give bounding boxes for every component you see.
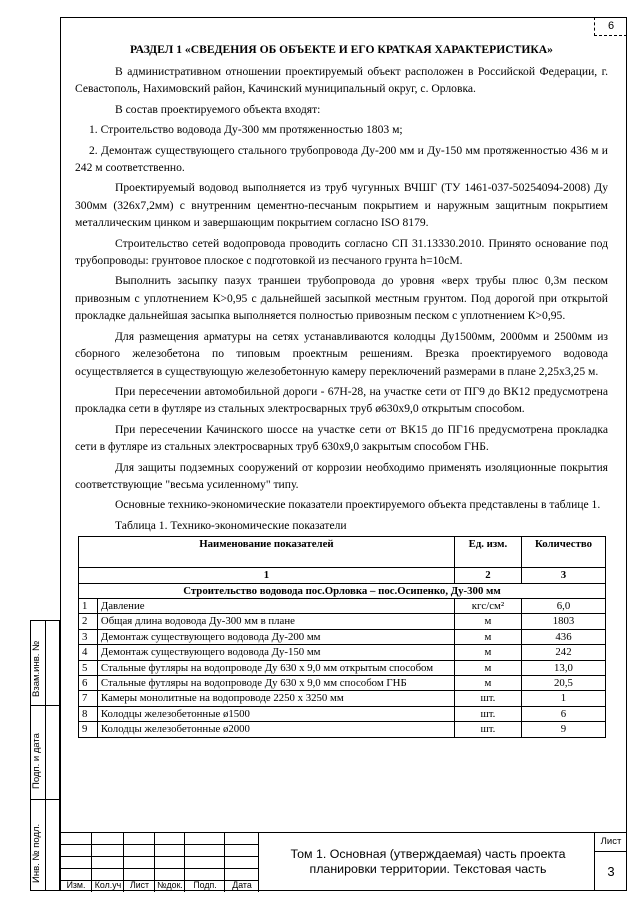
row-qty: 20,5 [521,676,605,691]
document-body [75,40,608,738]
table-row [79,706,606,721]
row-unit: м [454,660,521,675]
sheet-label: Лист [595,833,627,852]
table-caption: Таблица 1. Технико-экономические показатели [115,518,347,532]
row-num: 9 [79,722,98,737]
paragraph: В состав проектируемого объекта входят: [115,102,321,116]
table-row [79,629,606,644]
row-unit: м [454,614,521,629]
row-num: 2 [79,614,98,629]
table-group-row [79,583,606,598]
indicators-table [78,536,606,737]
header-num: 1 [79,568,455,583]
table-header-num-row [79,568,606,583]
label-kolich: Кол.уч [94,880,122,890]
row-num: 3 [79,629,98,644]
row-name: Камеры монолитные на водопроводе 2250 х 3250 мм [97,691,454,706]
page-number: 6 [594,17,627,36]
label-izm: Изм. [66,880,86,890]
header-num: 2 [454,568,521,583]
row-num: 5 [79,660,98,675]
list-item: 2. Демонтаж существующего стального трубопровода Ду-200 мм и Ду-150 мм протяженностью 436 м и 242 м соответственно. [75,143,608,175]
row-unit: м [454,676,521,691]
row-num: 1 [79,598,98,613]
row-unit: м [454,645,521,660]
row-qty: 1 [521,691,605,706]
stamp-podp-label: Подп. и дата [31,733,42,789]
paragraph: Для защиты подземных сооружений от коррозии необходимо применять изоляционные покрытия соответствующие "весьма усиленному" типу. [75,460,608,491]
stamp-inv-label: Инв. № подл. [31,823,42,883]
row-qty: 242 [521,645,605,660]
label-podp: Подп. [193,880,217,890]
row-unit: м [454,629,521,644]
row-num: 8 [79,706,98,721]
paragraph: Строительство сетей водопровода проводить согласно СП 31.13330.2010. Принято основание под трубопроводы: грунтовое плоское с подготовкой из песчаного грунта h=10cM. [75,236,608,268]
row-unit: шт. [454,691,521,706]
paragraph: Основные технико-экономические показатели проектируемого объекта представлены в таблице 1. [115,498,601,512]
paragraph: При пересечении Качинского шоссе на участке сети от ВК15 до ПГ16 предусмотрена прокладка сети в футляре из стальных электросварных труб 630х9,0 закрытым способом ГНБ. [75,422,608,454]
row-num: 7 [79,691,98,706]
label-list: Лист [129,880,150,890]
paragraph: В административном отношении проектируемый объект расположен в Российской Федерации, г. Севастополь, Нахимовский район, Качинский муниципальный округ, с. Орловка. [75,65,608,96]
paragraph: Для размещения арматуры на сетях устанавливаются колодцы Ду1500мм, 2000мм и 2500мм из сборного железобетона по типовым проектным решениям. Врезка проектируемого водовода осуществляется в существующую железобетонную камеру переключений размерами в плане 2,25х3,25 м. [75,329,608,378]
row-name: Стальные футляры на водопроводе Ду 630 х 9,0 мм открытым способом [97,660,454,675]
row-num: 4 [79,645,98,660]
paragraph: Выполнить засыпку пазух траншеи трубопровода до уровня «верх трубы плюс 0,3м песком привозным с уплотнением К>0,95 с дальнейшей засыпкой местным грунтом. Под дорогой при открытой прокладке дальнейшая засыпка выполняется полностью привозным песком с уплотнением К>0,95. [75,274,608,323]
row-name: Давление [97,598,454,613]
label-data: Дата [232,880,252,890]
row-qty: 6 [521,706,605,721]
row-qty: 13,0 [521,660,605,675]
label-ndok: №док. [157,880,183,890]
document-title: Том 1. Основная (утверждаемая) часть проекта планировки территории. Текстовая часть [290,847,566,876]
section-title: РАЗДЕЛ 1 «СВЕДЕНИЯ ОБ ОБЪЕКТЕ И ЕГО КРАТКАЯ ХАРАКТЕРИСТИКА» [130,43,553,56]
row-unit: шт. [454,706,521,721]
paragraph: Проектируемый водовод выполняется из труб чугунных ВЧШГ (ТУ 1461-037-50254094-2008) Ду 300мм (326х7,2мм) с внутренним цементно-песчаным покрытием и наружным защитным покрытием металлическим цинком и завершающим покрытием согласно ISO 8179. [75,181,608,230]
side-stamp [30,620,60,891]
row-name: Стальные футляры на водопроводе Ду 630 х 9,0 мм способом ГНБ [97,676,454,691]
sheet-number: 3 [607,864,615,879]
row-num: 6 [79,676,98,691]
paragraph: При пересечении автомобильной дороги - 67Н-28, на участке сети от ПГ9 до ВК12 предусмотрена прокладка сети в футляре из стальных электросварных труб ø630х9,0 открытым способом. [75,384,608,416]
stamp-vzam-label: Взам.инв. № [31,640,42,697]
table-row [79,645,606,660]
row-qty: 9 [521,722,605,737]
row-name: Демонтаж существующего водовода Ду-200 мм [97,629,454,644]
title-block [60,832,627,891]
sheet-box [594,833,627,891]
table-row [79,614,606,629]
row-name: Колодцы железобетонные ø1500 [97,706,454,721]
header-qty: Количество [521,537,605,568]
row-qty: 6,0 [521,598,605,613]
header-name: Наименование показателей [79,537,455,568]
table-row [79,676,606,691]
row-unit: кгс/см² [454,598,521,613]
table-row [79,660,606,675]
table-row [79,722,606,737]
header-num: 3 [521,568,605,583]
table-header-row [79,537,606,568]
group-title: Строительство водовода пос.Орловка – пос.Осипенко, Ду-300 мм [79,583,606,598]
table-row [79,598,606,613]
row-qty: 1803 [521,614,605,629]
header-unit: Ед. изм. [454,537,521,568]
list-item: 1. Строительство водовода Ду-300 мм протяженностью 1803 м; [89,123,403,137]
row-qty: 436 [521,629,605,644]
row-unit: шт. [454,722,521,737]
row-name: Общая длина водовода Ду-300 мм в плане [97,614,454,629]
row-name: Колодцы железобетонные ø2000 [97,722,454,737]
table-row [79,691,606,706]
row-name: Демонтаж существующего водовода Ду-150 мм [97,645,454,660]
